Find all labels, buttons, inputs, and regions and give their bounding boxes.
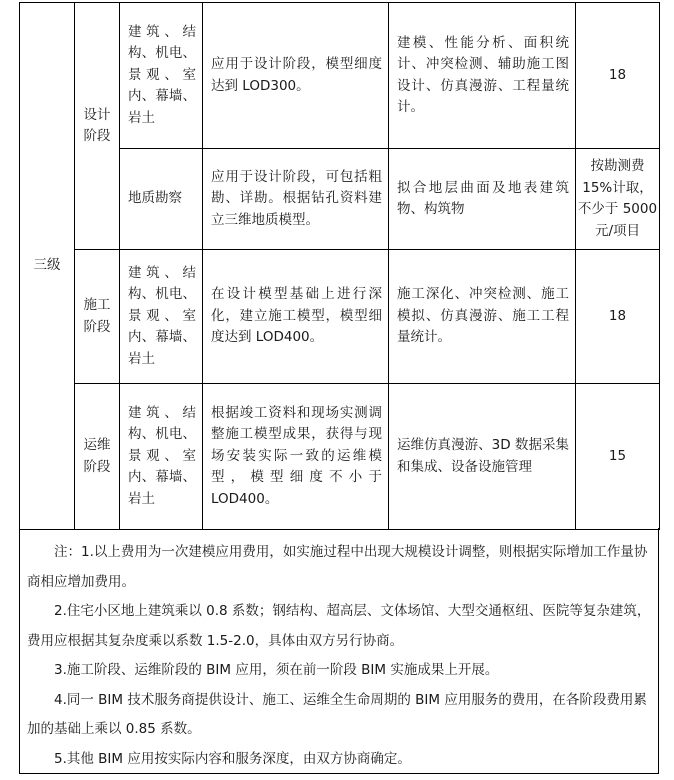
stage-label: 设计 阶段 bbox=[83, 106, 111, 144]
stage-cell bbox=[75, 250, 120, 384]
table-row bbox=[20, 384, 660, 530]
notes-box bbox=[19, 528, 659, 774]
application-cell: 运维仿真漫游、3D 数据采集和集成、设备设施管理 bbox=[389, 384, 576, 530]
application-cell: 施工深化、冲突检测、施工模拟、仿真漫游、施工工程量统计。 bbox=[389, 250, 576, 384]
note-2: 2.住宅小区地上建筑乘以 0.8 系数；钢结构、超高层、文体场馆、大型交通枢纽、医院等复杂建筑，费用应根据其复杂度乘以系数 1.5-2.0，具体由双方另行协商。 bbox=[27, 603, 651, 649]
description-cell: 应用于设计阶段，模型细度达到 LOD300。 bbox=[203, 3, 389, 149]
scope-cell: 建筑、结构、机电、景观、室内、幕墙、岩土 bbox=[120, 250, 203, 384]
level-cell: 三级 bbox=[20, 3, 75, 530]
table-row bbox=[20, 250, 660, 384]
fee-table bbox=[19, 2, 660, 530]
description-cell: 根据竣工资料和现场实测调整施工模型成果，获得与现场安装实际一致的运维模型，模型细度不小于 LOD400。 bbox=[203, 384, 389, 530]
note-5: 5.其他 BIM 应用按实际内容和服务深度，由双方协商确定。 bbox=[54, 750, 411, 767]
scope-cell: 建筑、结构、机电、景观、室内、幕墙、岩土 bbox=[120, 3, 203, 149]
note-4: 4.同一 BIM 技术服务商提供设计、施工、运维全生命周期的 BIM 应用服务的费用，在各阶段费用累加的基础上乘以 0.85 系数。 bbox=[27, 691, 647, 737]
stage-label: 运维 阶段 bbox=[83, 437, 111, 475]
scope-cell: 建筑、结构、机电、景观、室内、幕墙、岩土 bbox=[120, 384, 203, 530]
scope-cell: 地质勘察 bbox=[120, 149, 203, 250]
fee-cell: 按勘测费15%计取，不少于 5000 元/项目 bbox=[576, 149, 660, 250]
table-row bbox=[20, 3, 660, 149]
fee-cell: 18 bbox=[576, 250, 660, 384]
description-cell: 在设计模型基础上进行深化，建立施工模型，模型细度达到 LOD400。 bbox=[203, 250, 389, 384]
stage-label: 施工 阶段 bbox=[83, 297, 111, 335]
stage-cell bbox=[75, 384, 120, 530]
note-1: 注：1.以上费用为一次建模应用费用，如实施过程中出现大规模设计调整，则根据实际增加工作量协商相应增加费用。 bbox=[27, 544, 648, 590]
fee-cell: 15 bbox=[576, 384, 660, 530]
stage-cell bbox=[75, 3, 120, 250]
application-cell: 建模、性能分析、面积统计、冲突检测、辅助施工图设计、仿真漫游、工程量统计。 bbox=[389, 3, 576, 149]
note-3: 3.施工阶段、运维阶段的 BIM 应用，须在前一阶段 BIM 实施成果上开展。 bbox=[54, 662, 499, 678]
application-cell: 拟合地层曲面及地表建筑物、构筑物 bbox=[389, 149, 576, 250]
description-cell: 应用于设计阶段，可包括粗勘、详勘。根据钻孔资料建立三维地质模型。 bbox=[203, 149, 389, 250]
fee-cell: 18 bbox=[576, 3, 660, 149]
